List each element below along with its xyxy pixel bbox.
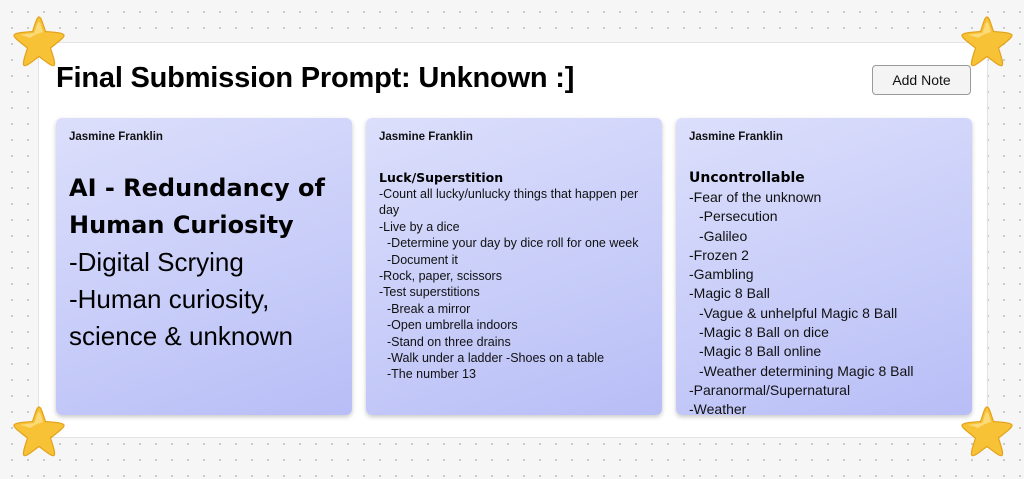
- note-line: -Weather: [689, 401, 747, 415]
- note-line: -Walk under a ladder -Shoes on a table: [387, 351, 605, 366]
- note-line: -Rock, paper, scissors: [379, 269, 502, 284]
- star-icon: [958, 403, 1016, 459]
- note-line: -The number 13: [387, 367, 476, 382]
- note-line: science & unknown: [69, 321, 294, 351]
- star-icon: [10, 403, 68, 459]
- note-body: [689, 169, 969, 415]
- note-line: -Determine your day by dice roll for one week: [387, 236, 639, 251]
- note-author: Jasmine Franklin: [689, 131, 783, 143]
- star-icon: [958, 13, 1016, 69]
- note-line: -Test superstitions: [379, 285, 480, 300]
- sticky-note[interactable]: [676, 118, 972, 415]
- note-line: -Magic 8 Ball on dice: [699, 324, 829, 341]
- note-author: Jasmine Franklin: [69, 131, 163, 143]
- note-heading: Luck/Superstition: [379, 170, 504, 185]
- note-line: -Vague & unhelpful Magic 8 Ball: [699, 304, 898, 321]
- note-line: -Break a mirror: [387, 301, 471, 316]
- add-note-button[interactable]: Add Note: [872, 65, 971, 95]
- note-line: -Magic 8 Ball online: [699, 343, 822, 360]
- star-icon: [10, 13, 68, 69]
- note-line: -Human curiosity,: [69, 284, 270, 314]
- note-line: -Live by a dice: [379, 219, 460, 234]
- note-heading: Human Curiosity: [69, 211, 294, 239]
- note-line: -Gambling: [689, 266, 754, 283]
- note-line: -Weather determining Magic 8 Ball: [699, 362, 914, 379]
- note-line: -Digital Scrying: [69, 247, 244, 277]
- note-heading: Uncontrollable: [689, 170, 805, 186]
- note-line: -Count all lucky/unlucky things that happen per day: [379, 187, 639, 218]
- note-body: [379, 169, 659, 383]
- note-heading: AI - Redundancy of: [69, 174, 325, 202]
- page-title: Final Submission Prompt: Unknown :]: [56, 62, 575, 94]
- note-line: -Stand on three drains: [387, 334, 511, 349]
- note-body: [69, 170, 349, 355]
- note-line: -Persecution: [699, 208, 778, 225]
- note-line: -Magic 8 Ball: [689, 285, 770, 302]
- note-line: -Document it: [387, 252, 458, 267]
- note-author: Jasmine Franklin: [379, 131, 473, 143]
- note-line: -Fear of the unknown: [689, 189, 822, 205]
- note-line: -Paranormal/Supernatural: [689, 381, 851, 398]
- sticky-note[interactable]: [366, 118, 662, 415]
- note-line: -Galileo: [699, 227, 748, 244]
- note-line: -Open umbrella indoors: [387, 318, 518, 333]
- sticky-note[interactable]: [56, 118, 352, 415]
- note-line: -Frozen 2: [689, 246, 749, 263]
